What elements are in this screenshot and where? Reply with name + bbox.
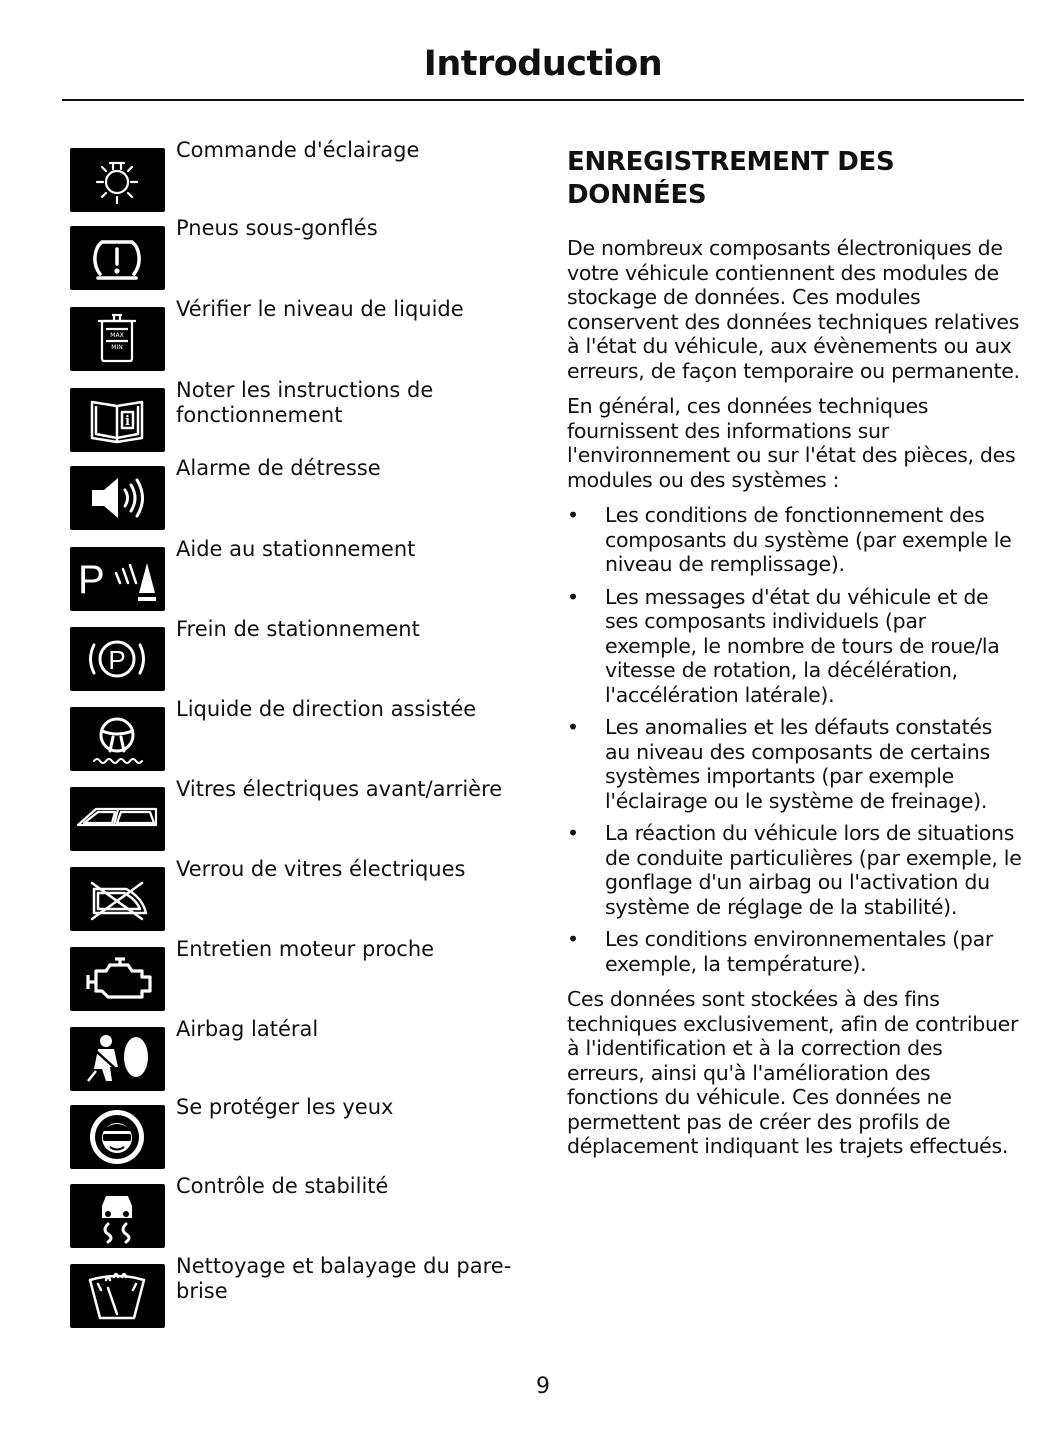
fluid-level-icon bbox=[70, 307, 165, 371]
symbol-label: Pneus sous-gonflés bbox=[176, 216, 378, 240]
symbol-label: Contrôle de stabilité bbox=[176, 1174, 389, 1198]
symbol-label: Noter les instructions de fonctionnement bbox=[176, 378, 434, 427]
svg-text:i: i bbox=[125, 414, 130, 429]
parking-aid-icon bbox=[70, 547, 165, 611]
tire-pressure-icon bbox=[70, 226, 165, 290]
hazard-alarm-icon bbox=[70, 466, 165, 530]
symbol-label: Vérifier le niveau de liquide bbox=[176, 297, 464, 321]
lighting-control-icon bbox=[70, 148, 165, 212]
stability-control-icon bbox=[70, 1184, 165, 1248]
symbol-label: Nettoyage et balayage du pare-brise bbox=[176, 1254, 512, 1303]
side-airbag-icon bbox=[70, 1027, 165, 1091]
page-title: Introduction bbox=[423, 44, 663, 84]
symbol-label: Aide au stationnement bbox=[176, 537, 416, 561]
general-paragraph: En général, ces données techniques fournissent des informations sur l'environnement ou sur l'état des pièces, des modules ou des systèmes : bbox=[567, 394, 1016, 492]
list-item-text: Les anomalies et les défauts constatés au niveau des composants de certains systèmes importants (par exemple l'éclairage ou le système de freinage). bbox=[605, 715, 993, 813]
parking-brake-icon bbox=[70, 627, 165, 691]
bullet-mark: • bbox=[567, 584, 579, 609]
manual-info-icon bbox=[70, 388, 165, 452]
symbol-label: Commande d'éclairage bbox=[176, 138, 420, 162]
section-heading bbox=[567, 146, 987, 212]
symbol-label: Verrou de vitres électriques bbox=[176, 857, 466, 881]
closing-paragraph: Ces données sont stockées à des fins techniques exclusivement, afin de contribuer à l'identification et à la correction des erreurs, ainsi qu'à l'amélioration des fonctions du véhicule. Ces données ne permettent pas de créer des profils de déplacement indiquant les trajets effectués. bbox=[567, 987, 1019, 1158]
list-item bbox=[567, 585, 1023, 708]
bullet-mark: • bbox=[567, 503, 579, 527]
bullet-mark: • bbox=[567, 821, 579, 845]
eye-protection-icon bbox=[70, 1105, 165, 1169]
list-item bbox=[567, 927, 1023, 976]
svg-text:P: P bbox=[78, 558, 105, 602]
section-heading-line2: DONNÉES bbox=[567, 180, 707, 210]
power-steering-fluid-icon bbox=[70, 707, 165, 771]
engine-service-icon bbox=[70, 947, 165, 1011]
list-item bbox=[567, 821, 1023, 919]
symbol-label: Airbag latéral bbox=[176, 1017, 319, 1041]
icon-text-max: MAX bbox=[110, 332, 124, 339]
icon-text-min: MIN bbox=[111, 344, 123, 351]
list-item bbox=[567, 503, 1023, 577]
list-item-text: Les conditions environnementales (par exemple, la température). bbox=[605, 927, 993, 976]
power-windows-icon bbox=[70, 787, 165, 851]
bullet-mark: • bbox=[567, 927, 579, 951]
symbol-label: Liquide de direction assistée bbox=[176, 697, 477, 721]
list-item-text: Les messages d'état du véhicule et de ses composants individuels (par exemple, le nombre de tours de roue/la vitesse de rotation, la décélération, l'accélération latérale). bbox=[605, 584, 1000, 707]
symbol-label: Vitres électriques avant/arrière bbox=[176, 777, 503, 801]
section-heading-line1: ENREGISTREMENT DES bbox=[567, 147, 895, 177]
symbol-label: Alarme de détresse bbox=[176, 456, 381, 480]
intro-paragraph: De nombreux composants électroniques de votre véhicule contiennent des modules de stockage de données. Ces modules conservent des données techniques relatives à l'état du véhicule, aux évènements ou aux erreurs, de façon temporaire ou permanente. bbox=[567, 236, 1020, 383]
symbol-label: Entretien moteur proche bbox=[176, 937, 435, 961]
section-body bbox=[567, 236, 1023, 1170]
svg-text:P: P bbox=[108, 645, 126, 675]
list-item bbox=[567, 715, 1023, 813]
bullet-mark: • bbox=[567, 715, 579, 739]
list-item-text: La réaction du véhicule lors de situations de conduite particulières (par exemple, le gonflage d'un airbag ou l'activation du système de réglage de la stabilité). bbox=[605, 821, 1022, 919]
list-item-text: Les conditions de fonctionnement des composants du système (par exemple le niveau de remplissage). bbox=[605, 503, 1012, 576]
symbol-label: Frein de stationnement bbox=[176, 617, 420, 641]
page-number: 9 bbox=[536, 1374, 550, 1399]
windshield-washer-icon bbox=[70, 1264, 165, 1328]
bullet-list bbox=[567, 503, 1023, 976]
window-lock-icon bbox=[70, 867, 165, 931]
symbol-label: Se protéger les yeux bbox=[176, 1095, 394, 1119]
